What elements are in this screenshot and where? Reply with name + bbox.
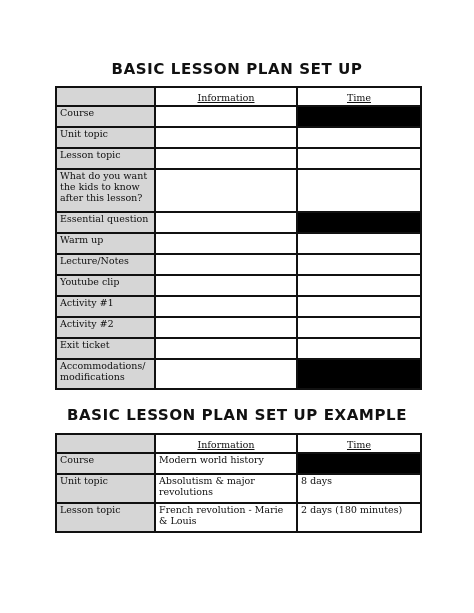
table-row	[56, 453, 421, 474]
table-row	[56, 212, 421, 233]
table-row	[56, 338, 421, 359]
table-row	[56, 127, 421, 148]
example-title: BASIC LESSON PLAN SET UP EXAMPLE	[66, 406, 408, 424]
time-cell[interactable]	[297, 233, 421, 254]
row-label: Exit ticket	[56, 338, 155, 359]
row-label: Essential question	[56, 212, 155, 233]
time-header: Time	[297, 87, 421, 106]
table-row	[56, 503, 421, 532]
time-cell[interactable]	[297, 338, 421, 359]
table-header-row	[56, 434, 421, 453]
row-label: Accommodations/ modifications	[56, 359, 155, 389]
information-cell[interactable]: French revolution - Marie & Louis	[155, 503, 297, 532]
table-row	[56, 317, 421, 338]
table-row	[56, 359, 421, 389]
time-cell[interactable]: 8 days	[297, 474, 421, 503]
row-label: Activity #1	[56, 296, 155, 317]
row-label: Warm up	[56, 233, 155, 254]
information-cell[interactable]	[155, 317, 297, 338]
lesson-plan-table	[55, 86, 422, 390]
time-cell-blocked	[297, 212, 421, 233]
time-cell[interactable]	[297, 296, 421, 317]
header-blank-cell	[56, 434, 155, 453]
time-cell[interactable]	[297, 148, 421, 169]
information-cell[interactable]	[155, 233, 297, 254]
information-cell[interactable]	[155, 359, 297, 389]
time-cell[interactable]	[297, 254, 421, 275]
information-cell[interactable]	[155, 338, 297, 359]
table-row	[56, 254, 421, 275]
information-cell[interactable]	[155, 296, 297, 317]
row-label: What do you want the kids to know after this lesson?	[56, 169, 155, 212]
row-label: Course	[56, 106, 155, 127]
row-label: Lesson topic	[56, 148, 155, 169]
table-row	[56, 296, 421, 317]
row-label: Activity #2	[56, 317, 155, 338]
time-cell[interactable]	[297, 275, 421, 296]
row-label: Lesson topic	[56, 503, 155, 532]
row-label: Unit topic	[56, 127, 155, 148]
information-cell[interactable]	[155, 169, 297, 212]
information-header: Information	[155, 434, 297, 453]
information-cell[interactable]	[155, 127, 297, 148]
time-header: Time	[297, 434, 421, 453]
time-cell[interactable]	[297, 317, 421, 338]
information-cell[interactable]	[155, 254, 297, 275]
information-cell[interactable]	[155, 148, 297, 169]
table-row	[56, 474, 421, 503]
row-label: Lecture/Notes	[56, 254, 155, 275]
information-cell[interactable]	[155, 212, 297, 233]
table-row	[56, 106, 421, 127]
row-label: Unit topic	[56, 474, 155, 503]
lesson-plan-example-table	[55, 433, 422, 533]
time-cell[interactable]: 2 days (180 minutes)	[297, 503, 421, 532]
time-cell-blocked	[297, 359, 421, 389]
table-row	[56, 275, 421, 296]
time-cell-blocked	[297, 106, 421, 127]
time-cell[interactable]	[297, 169, 421, 212]
information-cell[interactable]	[155, 106, 297, 127]
information-cell[interactable]	[155, 275, 297, 296]
information-header: Information	[155, 87, 297, 106]
time-cell[interactable]	[297, 127, 421, 148]
table-row	[56, 148, 421, 169]
time-cell-blocked	[297, 453, 421, 474]
table-row	[56, 233, 421, 254]
page-title: BASIC LESSON PLAN SET UP	[111, 60, 363, 78]
table-header-row	[56, 87, 421, 106]
row-label: Course	[56, 453, 155, 474]
information-cell[interactable]: Absolutism & major revolutions	[155, 474, 297, 503]
row-label: Youtube clip	[56, 275, 155, 296]
header-blank-cell	[56, 87, 155, 106]
information-cell[interactable]: Modern world history	[155, 453, 297, 474]
table-row	[56, 169, 421, 212]
